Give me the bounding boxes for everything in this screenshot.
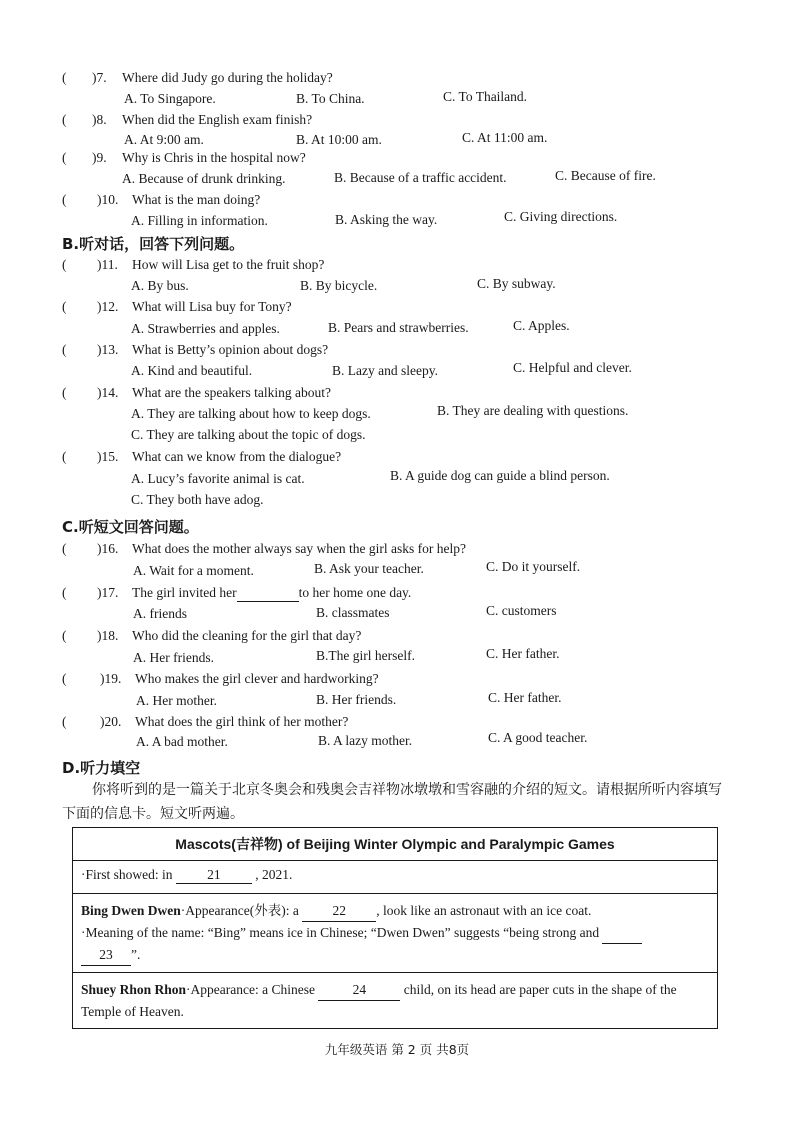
bdd-appearance-label: ·Appearance(外表): a — [180, 903, 299, 918]
question-stem: What does the mother always say when the girl asks for help? — [132, 541, 467, 556]
question-stem: How will Lisa get to the fruit shop? — [132, 257, 325, 272]
option-a: A. They are talking about how to keep dogs. — [131, 406, 371, 421]
question-stem: What is the man doing? — [132, 192, 261, 207]
question-number: )11. — [97, 257, 118, 272]
option-c: C. They are talking about the topic of dogs. — [131, 427, 366, 442]
answer-blank-23: 23 — [81, 944, 131, 966]
question-number: )18. — [97, 628, 119, 643]
answer-paren: ( — [62, 70, 67, 85]
option-b: B. Pears and strawberries. — [328, 320, 469, 335]
section-d-heading: D.听力填空 — [62, 759, 141, 777]
answer-paren: ( — [62, 541, 67, 556]
bdd-meaning-tail: ”. — [131, 947, 141, 962]
option-c: C. Giving directions. — [504, 209, 618, 224]
option-b: B. To China. — [296, 91, 365, 106]
card-title: Mascots(吉祥物) of Beijing Winter Olympic and Paralympic Games — [73, 828, 718, 861]
option-b: B.The girl herself. — [316, 648, 415, 663]
answer-paren: ( — [62, 112, 67, 127]
option-b: B. A guide dog can guide a blind person. — [390, 468, 610, 483]
option-c: C. They both have adog. — [131, 492, 264, 507]
year-text: , 2021. — [255, 867, 293, 882]
option-a: A. A bad mother. — [136, 734, 228, 749]
question-stem: When did the English exam finish? — [122, 112, 313, 127]
info-card — [72, 827, 718, 1029]
question-stem: Where did Judy go during the holiday? — [122, 70, 333, 85]
option-a: A. Her friends. — [133, 650, 214, 665]
option-a: A. Because of drunk drinking. — [122, 171, 286, 186]
answer-paren: ( — [62, 192, 67, 207]
question-number: )7. — [92, 70, 107, 85]
answer-blank-21: 21 — [176, 867, 252, 884]
question-stem: What does the girl think of her mother? — [135, 714, 349, 729]
answer-paren: ( — [62, 342, 67, 357]
question-number: )13. — [97, 342, 119, 357]
option-a: A. Strawberries and apples. — [131, 321, 280, 336]
question-stem: Why is Chris in the hospital now? — [122, 150, 306, 165]
option-a: A. Wait for a moment. — [133, 563, 254, 578]
shuey-rhon-rhon-row — [73, 973, 718, 1029]
option-c: C. By subway. — [477, 276, 556, 291]
bdd-appearance-tail: , look like an astronaut with an ice coat. — [376, 903, 592, 918]
question-stem: What will Lisa buy for Tony? — [132, 299, 292, 314]
section-d-instructions: 你将听到的是一篇关于北京冬奥会和残奥会吉祥物冰墩墩和雪容融的介绍的短文。请根据所听内容填写下面的信息卡。短文听两遍。 — [62, 782, 722, 822]
option-a: A. To Singapore. — [124, 91, 216, 106]
bdd-meaning-text: ·Meaning of the name: “Bing” means ice in Chinese; “Dwen Dwen” suggests “being strong and — [81, 925, 600, 940]
option-a: A. friends — [133, 606, 187, 621]
question-number: )20. — [100, 714, 122, 729]
option-b: B. Ask your teacher. — [314, 561, 424, 576]
answer-paren: ( — [62, 150, 67, 165]
option-c: C. Helpful and clever. — [513, 360, 632, 375]
question-stem — [132, 585, 411, 602]
answer-paren: ( — [62, 449, 67, 464]
answer-paren: ( — [62, 385, 67, 400]
option-a: A. Filling in information. — [131, 213, 268, 228]
question-number: )16. — [97, 541, 119, 556]
bing-dwen-dwen-name: Bing Dwen Dwen — [81, 903, 181, 918]
option-c: C. To Thailand. — [443, 89, 528, 104]
question-number: )10. — [97, 192, 119, 207]
question-stem: What is Betty’s opinion about dogs? — [132, 342, 329, 357]
answer-paren: ( — [62, 671, 67, 686]
option-a: A. At 9:00 am. — [124, 132, 204, 147]
srr-appearance-tail: child, on its head are paper cuts in the shape of the Temple of Heaven. — [81, 982, 677, 1019]
first-showed-label: ·First showed: in — [81, 867, 173, 882]
option-b: B. Asking the way. — [335, 212, 438, 227]
question-stem: Who did the cleaning for the girl that day? — [132, 628, 362, 643]
option-b: B. classmates — [316, 605, 390, 620]
option-b: B. A lazy mother. — [318, 733, 413, 748]
option-b: B. They are dealing with questions. — [437, 403, 629, 418]
option-c: C. Because of fire. — [555, 168, 656, 183]
option-c: C. Do it yourself. — [486, 559, 581, 574]
stem-part-2: to her home one day. — [298, 585, 412, 600]
option-b: B. At 10:00 am. — [296, 132, 382, 147]
question-number: )9. — [92, 150, 107, 165]
question-number: )17. — [97, 585, 119, 600]
option-b: B. Because of a traffic accident. — [334, 170, 507, 185]
answer-blank-22: 22 — [302, 900, 376, 922]
question-stem: What can we know from the dialogue? — [132, 449, 342, 464]
answer-blank — [237, 585, 299, 602]
option-a: A. Her mother. — [136, 693, 217, 708]
option-b: B. By bicycle. — [300, 278, 378, 293]
section-b-heading: B.听对话，回答下列问题。 — [62, 235, 245, 253]
option-c: C. Her father. — [486, 646, 560, 661]
answer-blank-24: 24 — [318, 979, 400, 1001]
bing-dwen-dwen-row — [73, 894, 718, 973]
option-a: A. By bus. — [131, 278, 189, 293]
option-a: A. Lucy’s favorite animal is cat. — [131, 471, 305, 486]
option-c: C. At 11:00 am. — [462, 130, 548, 145]
option-b: B. Her friends. — [316, 692, 397, 707]
option-c: C. customers — [486, 603, 557, 618]
option-c: C. Apples. — [513, 318, 570, 333]
answer-paren: ( — [62, 628, 67, 643]
option-a: A. Kind and beautiful. — [131, 363, 253, 378]
option-c: C. Her father. — [488, 690, 562, 705]
option-b: B. Lazy and sleepy. — [332, 363, 438, 378]
question-stem: What are the speakers talking about? — [132, 385, 332, 400]
question-number: )15. — [97, 449, 119, 464]
question-number: )8. — [92, 112, 107, 127]
srr-appearance-label: ·Appearance: a Chinese — [186, 982, 315, 997]
answer-paren: ( — [62, 585, 67, 600]
page-footer: 九年级英语 第 2 页 共8页 — [324, 1042, 470, 1057]
option-c: C. A good teacher. — [488, 730, 588, 745]
answer-paren: ( — [62, 257, 67, 272]
answer-paren: ( — [62, 299, 67, 314]
shuey-rhon-rhon-name: Shuey Rhon Rhon — [81, 982, 187, 997]
question-number: )19. — [100, 671, 122, 686]
question-number: )12. — [97, 299, 119, 314]
first-showed-row — [73, 861, 718, 894]
answer-paren: ( — [62, 714, 67, 729]
question-stem: Who makes the girl clever and hardworking? — [135, 671, 379, 686]
answer-blank-23-lead — [602, 922, 642, 944]
section-c-heading: C.听短文回答问题。 — [62, 518, 199, 536]
stem-part-1: The girl invited her — [132, 585, 237, 600]
question-number: )14. — [97, 385, 119, 400]
